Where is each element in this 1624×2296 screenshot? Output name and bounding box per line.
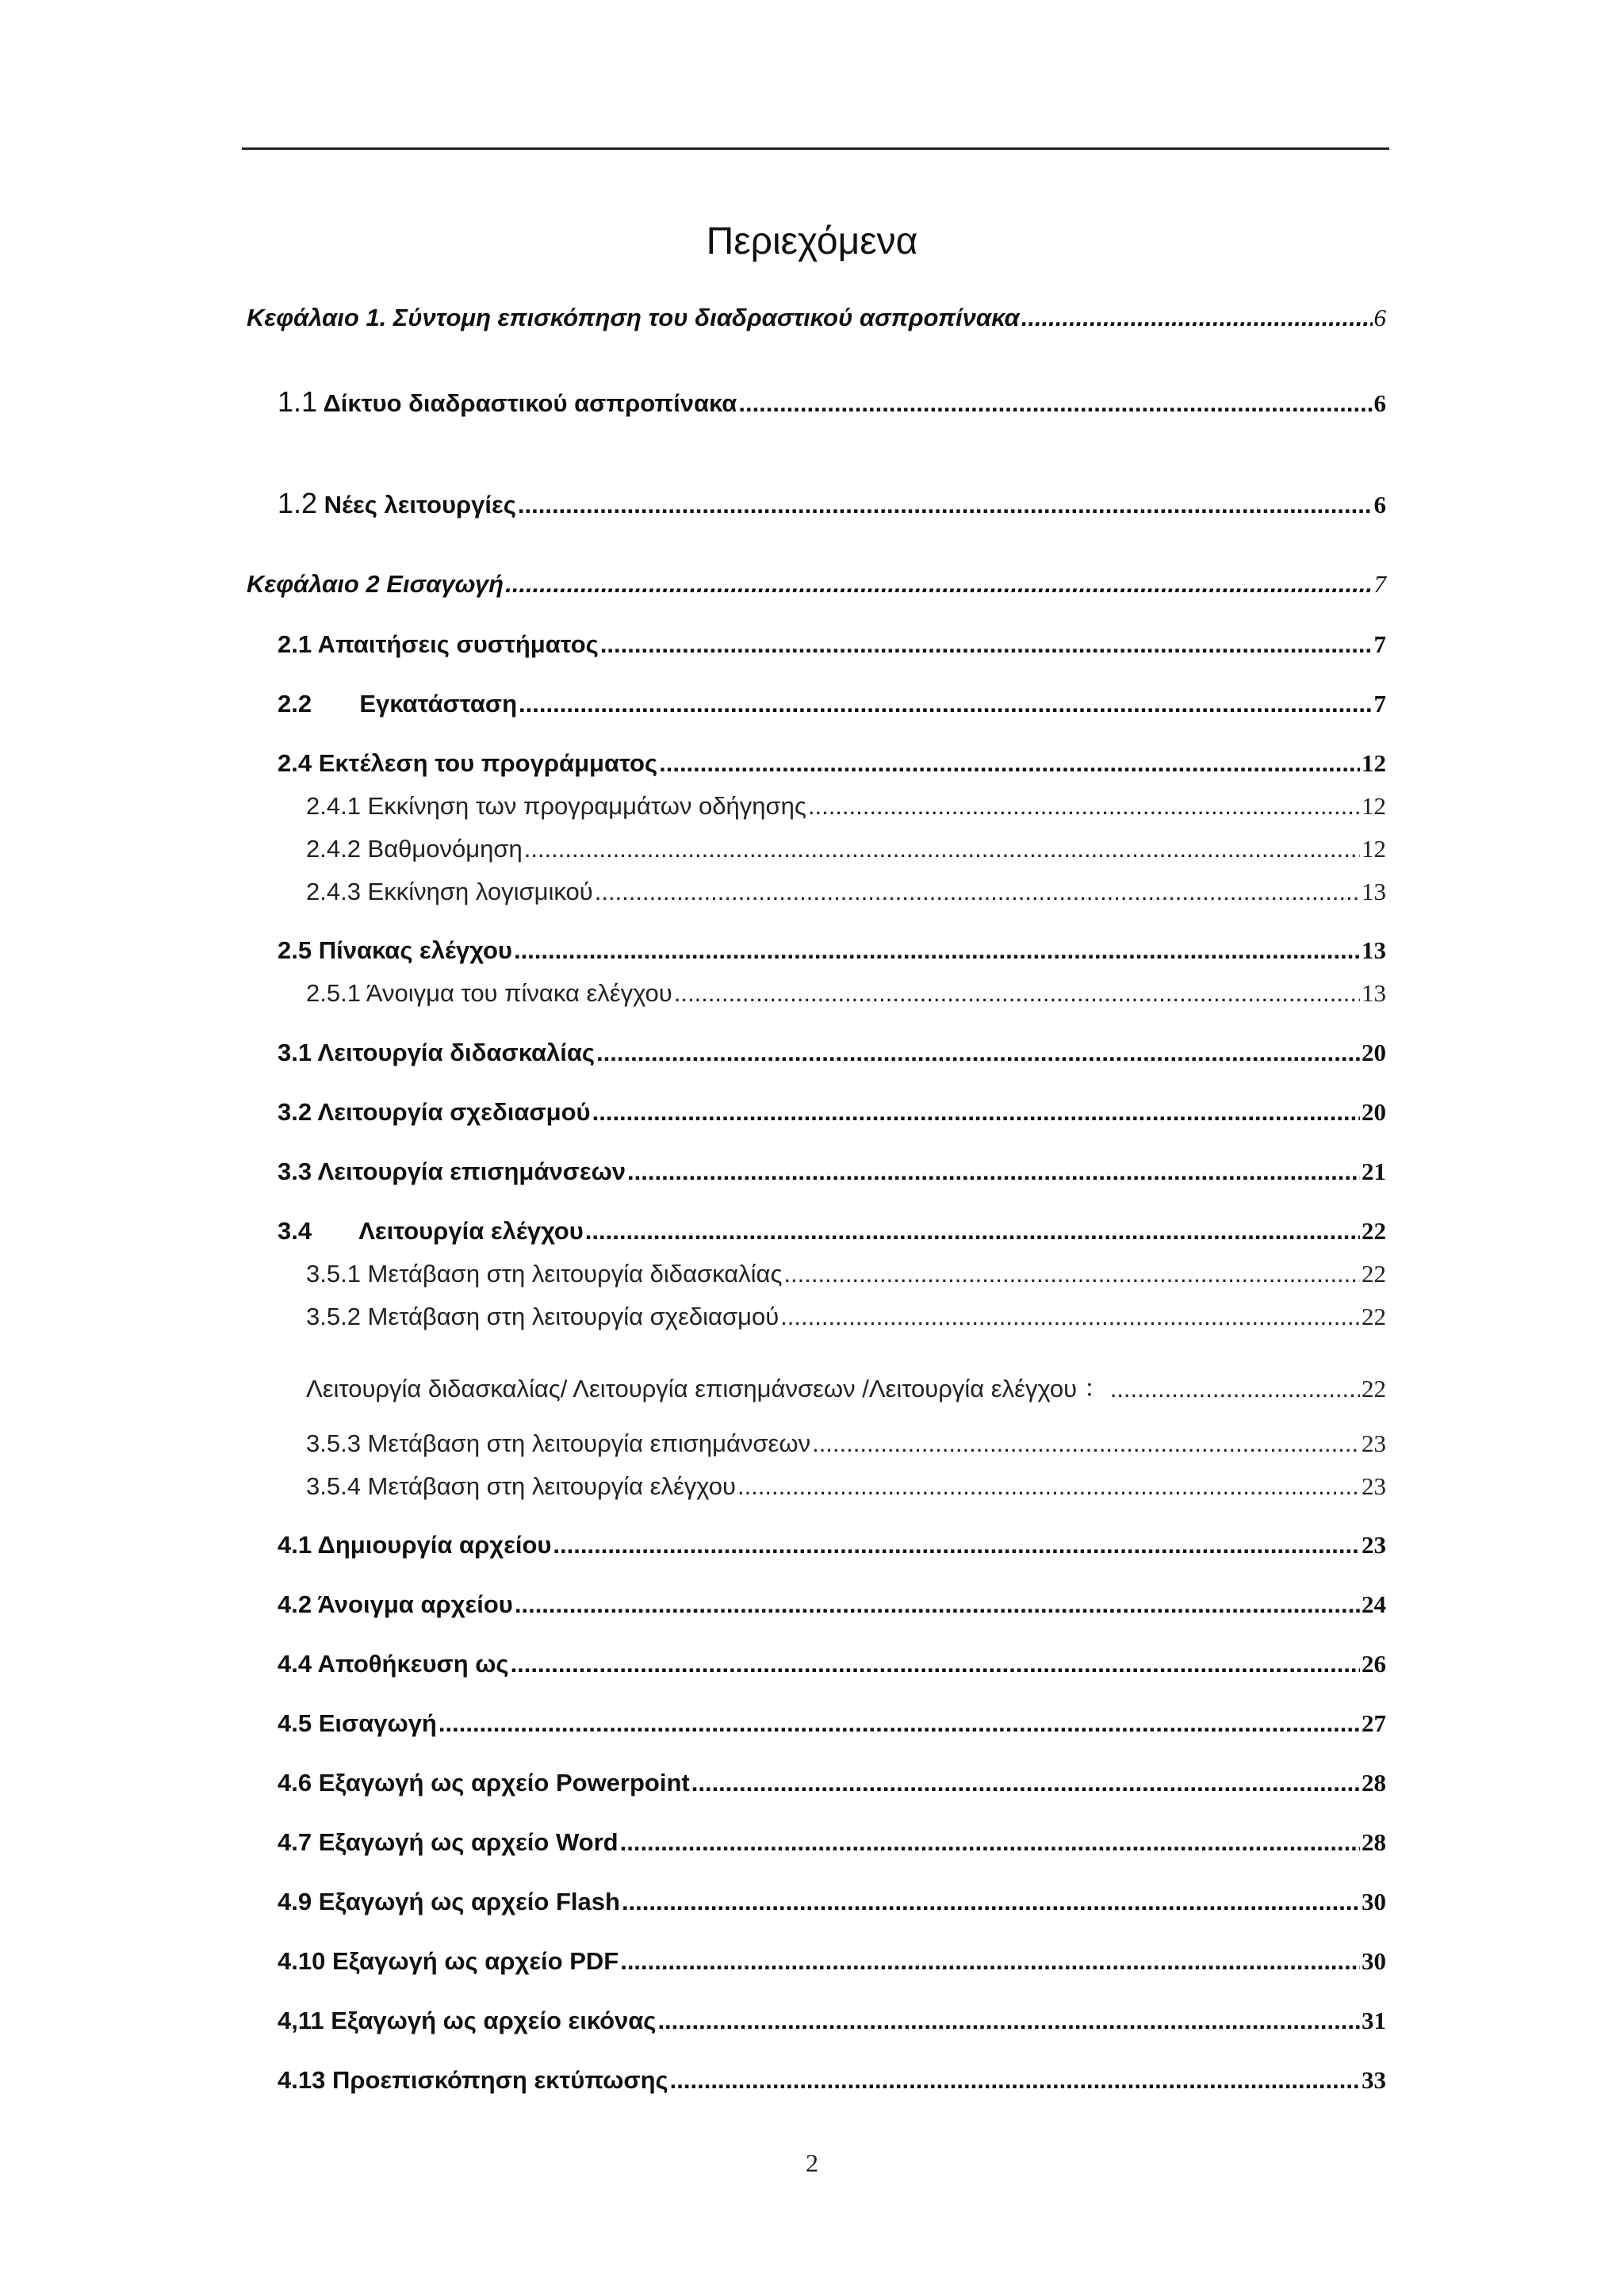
toc-entry[interactable] xyxy=(278,1590,1386,1619)
toc-entry-page: 33 xyxy=(1362,2066,1386,2094)
toc-entry-label: 3.5.1 Μετάβαση στη λειτουργία διδασκαλίας xyxy=(306,1260,783,1288)
toc-entry-label: 4.2 Άνοιγμα αρχείου xyxy=(278,1590,513,1618)
toc-entry[interactable] xyxy=(278,690,1386,718)
toc-entry-page: 6 xyxy=(1373,491,1386,519)
toc-leader xyxy=(691,1769,1360,1797)
toc-entry-page: 12 xyxy=(1362,835,1386,863)
toc-entry-page: 6 xyxy=(1373,304,1386,331)
toc-leader xyxy=(657,2007,1360,2035)
toc-leader xyxy=(553,1531,1360,1559)
toc-entry[interactable] xyxy=(278,2066,1386,2095)
header-rule xyxy=(242,147,1389,150)
toc-leader xyxy=(622,1888,1360,1916)
toc-entry-page: 23 xyxy=(1362,1429,1386,1457)
toc-leader xyxy=(812,1429,1360,1458)
toc-leader xyxy=(600,630,1373,659)
toc-entry[interactable] xyxy=(278,1098,1386,1127)
toc-leader xyxy=(1021,304,1373,332)
toc-leader xyxy=(659,749,1360,778)
toc-entry[interactable] xyxy=(278,936,1386,965)
toc-entry-label: 4.10 Εξαγωγή ως αρχείο PDF xyxy=(278,1947,619,1975)
toc-leader xyxy=(674,979,1360,1008)
toc-entry[interactable] xyxy=(247,570,1386,599)
toc-entry-page: 22 xyxy=(1362,1375,1386,1402)
toc-entry-number: 1.2 xyxy=(278,487,318,519)
toc-entry[interactable] xyxy=(278,487,1386,520)
toc-entry-label: 3.4 Λειτουργία ελέγχου xyxy=(278,1217,584,1245)
toc-entry[interactable] xyxy=(278,1531,1386,1559)
toc-entry[interactable] xyxy=(306,1429,1386,1458)
toc-leader xyxy=(627,1158,1360,1186)
toc-entry-page: 27 xyxy=(1362,1709,1386,1737)
toc-entry-label xyxy=(278,487,516,520)
page-number: 2 xyxy=(806,2149,818,2177)
toc-entry-label: 3.5.4 Μετάβαση στη λειτουργία ελέγχου xyxy=(306,1472,736,1500)
toc-leader xyxy=(783,1260,1360,1288)
toc-entry-label: 4.9 Εξαγωγή ως αρχείο Flash xyxy=(278,1888,620,1915)
toc-entry-page: 20 xyxy=(1362,1039,1386,1066)
toc-entry-page: 28 xyxy=(1362,1769,1386,1797)
toc-entry[interactable] xyxy=(278,2007,1386,2035)
toc-entry-page: 23 xyxy=(1362,1531,1386,1559)
toc-entry-page: 13 xyxy=(1362,878,1386,905)
toc-entry-label: 2.5.1 Άνοιγμα του πίνακα ελέγχου xyxy=(306,979,672,1007)
toc-entry-label: Κεφάλαιο 2 Εισαγωγή xyxy=(247,570,504,598)
toc-entry-text: Δίκτυο διαδραστικού ασπροπίνακα xyxy=(317,389,737,417)
toc-entry[interactable] xyxy=(306,979,1386,1008)
toc-entry-label: 3.1 Λειτουργία διδασκαλίας xyxy=(278,1039,596,1066)
toc-entry[interactable] xyxy=(278,385,1386,419)
toc-entry[interactable] xyxy=(278,1650,1386,1678)
toc-entry-label: 4.4 Αποθήκευση ως xyxy=(278,1650,509,1678)
toc-entry[interactable] xyxy=(306,1472,1386,1501)
toc-leader xyxy=(524,835,1360,863)
toc-leader xyxy=(670,2066,1360,2095)
toc-entry[interactable] xyxy=(278,1769,1386,1797)
toc-entry-label: 3.5.2 Μετάβαση στη λειτουργία σχεδιασμού xyxy=(306,1303,779,1330)
toc-entry[interactable] xyxy=(278,1888,1386,1916)
toc-entry-page: 13 xyxy=(1362,979,1386,1007)
toc-entry-label: 2.4 Εκτέλεση του προγράμματος xyxy=(278,749,658,777)
toc-entry-page: 30 xyxy=(1362,1888,1386,1915)
toc-entry[interactable] xyxy=(278,1947,1386,1976)
toc-entry-label: 3.3 Λειτουργία επισημάνσεων xyxy=(278,1158,626,1185)
toc-entry-label: 3.2 Λειτουργία σχεδιασμού xyxy=(278,1098,591,1126)
toc-entry-page: 7 xyxy=(1373,630,1386,658)
toc-entry[interactable] xyxy=(278,1709,1386,1738)
toc-entry-page: 23 xyxy=(1362,1472,1386,1500)
toc-entry-label: 2.4.1 Εκκίνηση των προγραμμάτων οδήγησης xyxy=(306,792,806,820)
toc-entry-page: 26 xyxy=(1362,1650,1386,1678)
toc-entry-page: 13 xyxy=(1362,936,1386,964)
toc-entry[interactable] xyxy=(306,835,1386,863)
toc-leader xyxy=(1110,1375,1360,1403)
toc-entry-label: Λειτουργία διδασκαλίας/ Λειτουργία επισημάνσεων /Λειτουργία ελέγχου ： xyxy=(306,1375,1109,1402)
toc-leader xyxy=(808,792,1360,821)
toc-leader xyxy=(518,491,1373,519)
toc-entry-label: Κεφάλαιο 1. Σύντομη επισκόπηση του διαδραστικού ασπροπίνακα xyxy=(247,304,1020,331)
toc-entry-label: 4.6 Εξαγωγή ως αρχείο Powerpoint xyxy=(278,1769,690,1797)
toc-leader xyxy=(620,1947,1360,1976)
toc-leader xyxy=(738,389,1372,418)
toc-leader xyxy=(511,1650,1360,1678)
toc-entry[interactable] xyxy=(306,1260,1386,1288)
toc-entry-page: 24 xyxy=(1362,1590,1386,1618)
toc-entry-text: Νέες λειτουργίες xyxy=(317,491,516,519)
toc-leader xyxy=(585,1217,1360,1246)
toc-entry-page: 31 xyxy=(1362,2007,1386,2034)
toc-entry-page: 7 xyxy=(1373,690,1386,718)
toc-leader xyxy=(620,1828,1360,1857)
toc-entry-label: 4.7 Εξαγωγή ως αρχείο Word xyxy=(278,1828,619,1856)
toc-entry-page: 20 xyxy=(1362,1098,1386,1126)
toc-entry-label: 3.5.3 Μετάβαση στη λειτουργία επισημάνσεων xyxy=(306,1429,811,1457)
toc-leader xyxy=(595,878,1360,906)
toc-entry-page: 22 xyxy=(1362,1260,1386,1288)
toc-entry-page: 12 xyxy=(1362,792,1386,820)
toc-entry-label: 2.1 Απαιτήσεις συστήματος xyxy=(278,630,599,658)
toc-entry-label: 4.1 Δημιουργία αρχείου xyxy=(278,1531,552,1559)
toc-leader xyxy=(592,1098,1360,1127)
toc-entry[interactable] xyxy=(278,749,1386,778)
toc-entry-label: 2.4.2 Βαθμονόμηση xyxy=(306,835,523,863)
toc-entry-label: 2.2 Εγκατάσταση xyxy=(278,690,518,718)
toc-leader xyxy=(737,1472,1360,1501)
toc-entry[interactable] xyxy=(278,1217,1386,1246)
toc-entry-label: 4.13 Προεπισκόπηση εκτύπωσης xyxy=(278,2066,668,2094)
toc-entry[interactable] xyxy=(278,1828,1386,1857)
toc-leader xyxy=(515,1590,1360,1619)
toc-entry[interactable] xyxy=(278,630,1386,659)
toc-leader xyxy=(780,1303,1360,1331)
toc-entry-label: 2.4.3 Εκκίνηση λογισμικού xyxy=(306,878,593,905)
toc-entry-label: 4,11 Εξαγωγή ως αρχείο εικόνας xyxy=(278,2007,657,2034)
toc-entry-label: 2.5 Πίνακας ελέγχου xyxy=(278,936,512,964)
toc-entry-page: 30 xyxy=(1362,1947,1386,1975)
toc-entry[interactable] xyxy=(306,1303,1386,1331)
toc-leader xyxy=(514,936,1360,965)
toc-entry-page: 22 xyxy=(1362,1303,1386,1330)
toc-entry-page: 22 xyxy=(1362,1217,1386,1245)
toc-entry-page: 12 xyxy=(1362,749,1386,777)
toc-entry-page: 7 xyxy=(1373,570,1386,598)
toc-entry[interactable] xyxy=(306,792,1386,821)
toc-entry[interactable] xyxy=(306,878,1386,906)
toc-entry-number: 1.1 xyxy=(278,385,318,418)
toc-entry[interactable] xyxy=(247,304,1386,332)
toc-entry[interactable] xyxy=(306,1368,1386,1404)
toc-entry-label xyxy=(278,385,737,419)
toc-leader xyxy=(505,570,1372,599)
toc-entry[interactable] xyxy=(278,1039,1386,1067)
toc-entry-page: 6 xyxy=(1373,389,1386,417)
toc-leader xyxy=(596,1039,1360,1067)
toc-entry-page: 28 xyxy=(1362,1828,1386,1856)
toc-entry-page: 21 xyxy=(1362,1158,1386,1185)
toc-leader xyxy=(519,690,1372,718)
toc-entry[interactable] xyxy=(278,1158,1386,1186)
toc-entry-label: 4.5 Εισαγωγή xyxy=(278,1709,437,1737)
toc-title: Περιεχόμενα xyxy=(706,220,918,262)
toc-leader xyxy=(439,1709,1360,1738)
